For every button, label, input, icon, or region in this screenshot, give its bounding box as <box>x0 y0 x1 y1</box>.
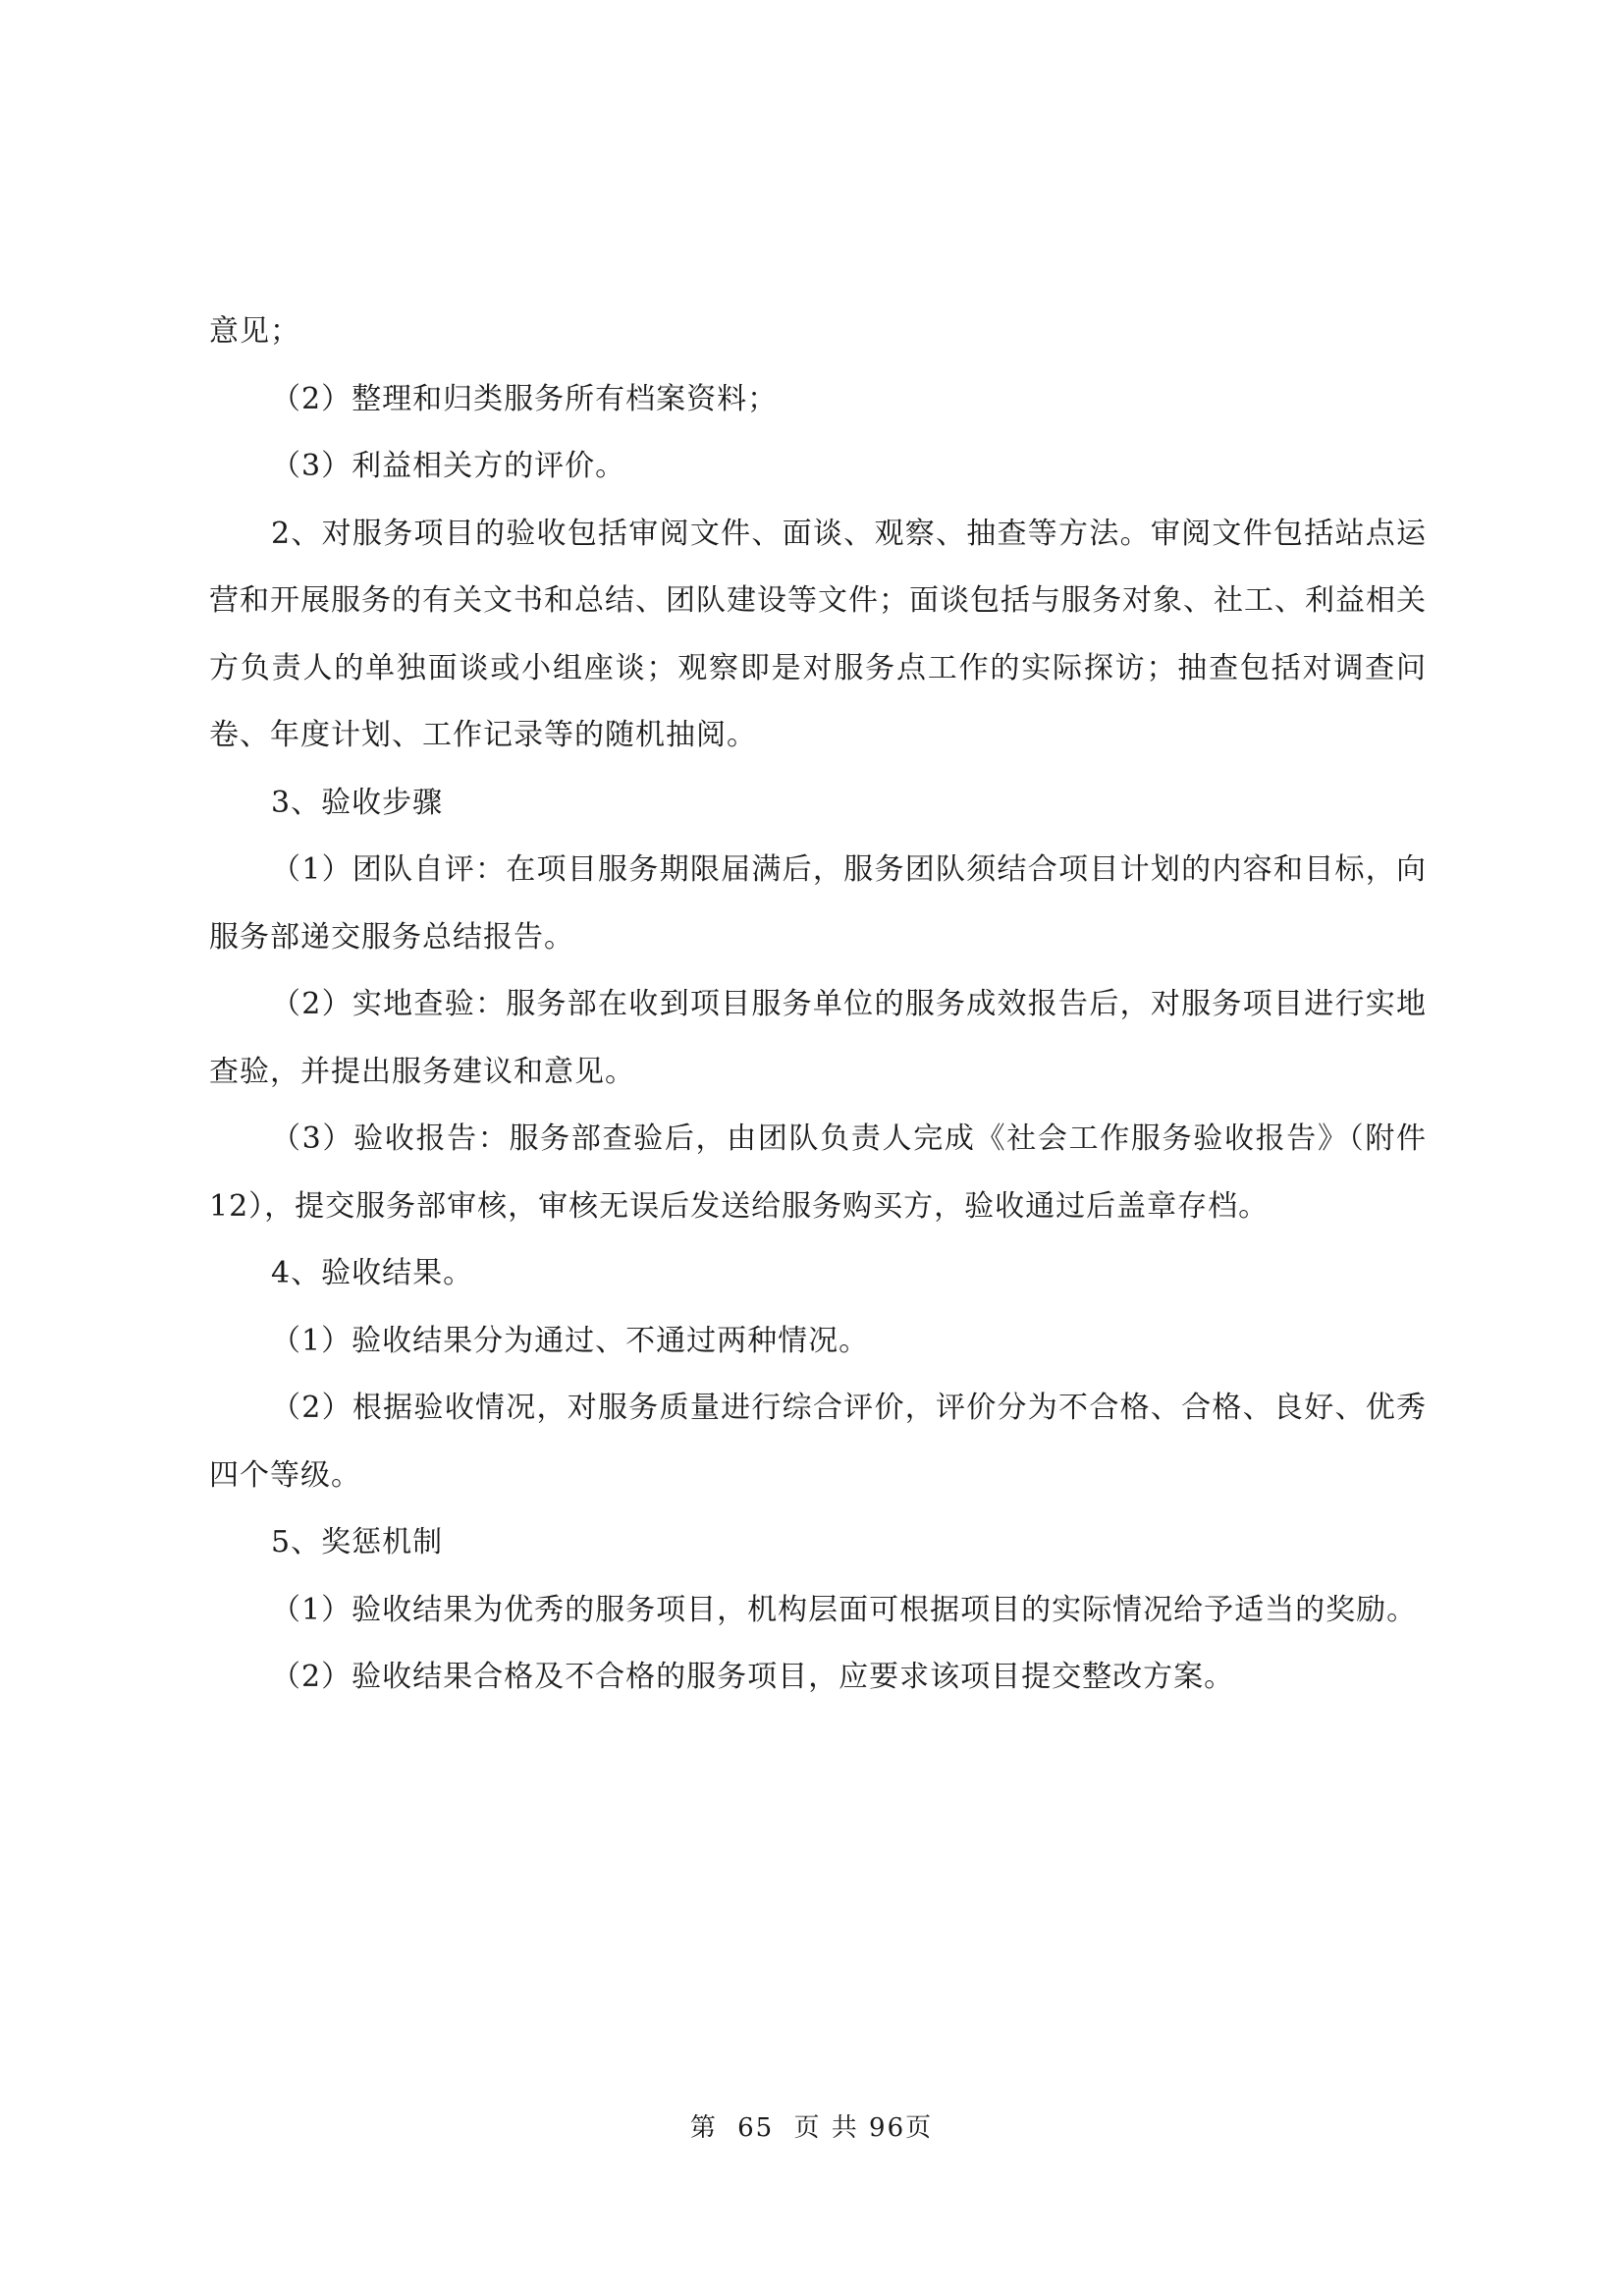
footer-middle: 页 共 <box>793 2113 859 2143</box>
paragraph-continuation: 意见； <box>209 314 300 349</box>
paragraph-acceptance-methods: 2、对服务项目的验收包括审阅文件、面谈、观察、抽查等方法。审阅文件包括站点运营和开展服务的有关文书和总结、团队建设等文件；面谈包括与服务对象、社工、利益相关方负责人的单独面谈或小组座谈；观察即是对服务点工作的实际探访；抽查包括对调查问卷、年度计划、工作记录等的随机抽阅。 <box>209 516 1427 752</box>
paragraph-team-self-evaluation: （1）团队自评：在项目服务期限届满后，服务团队须结合项目计划的内容和目标，向服务部递交服务总结报告。 <box>209 852 1427 955</box>
page-footer <box>0 2107 1623 2144</box>
footer-prefix: 第 <box>689 2113 718 2143</box>
heading-reward-mechanism: 5、奖惩机制 <box>271 1525 444 1559</box>
paragraph-rectification: （2）验收结果合格及不合格的服务项目，应要求该项目提交整改方案。 <box>271 1660 1235 1694</box>
paragraph-item-3: （3）利益相关方的评价。 <box>271 449 626 483</box>
footer-current-page: 65 <box>737 2113 775 2143</box>
paragraph-item-2: （2）整理和归类服务所有档案资料； <box>271 381 779 416</box>
paragraph-field-inspection: （2）实地查验：服务部在收到项目服务单位的服务成效报告后，对服务项目进行实地查验，并提出服务建议和意见。 <box>209 987 1427 1089</box>
paragraph-acceptance-report: （3）验收报告：服务部查验后，由团队负责人完成《社会工作服务验收报告》（附件12），提交服务部审核，审核无误后发送给服务购买方，验收通过后盖章存档。 <box>209 1121 1427 1224</box>
heading-acceptance-results: 4、验收结果。 <box>271 1256 474 1290</box>
paragraph-reward-excellent: （1）验收结果为优秀的服务项目，机构层面可根据项目的实际情况给予适当的奖励。 <box>271 1592 1418 1627</box>
heading-acceptance-steps: 3、验收步骤 <box>271 785 444 820</box>
paragraph-quality-evaluation: （2）根据验收情况，对服务质量进行综合评价，评价分为不合格、合格、良好、优秀四个等级。 <box>209 1391 1427 1493</box>
document-body <box>209 299 1427 1712</box>
footer-total-pages: 96 <box>869 2113 906 2143</box>
paragraph-result-types: （1）验收结果分为通过、不通过两种情况。 <box>271 1323 870 1358</box>
footer-suffix: 页 <box>905 2113 934 2143</box>
